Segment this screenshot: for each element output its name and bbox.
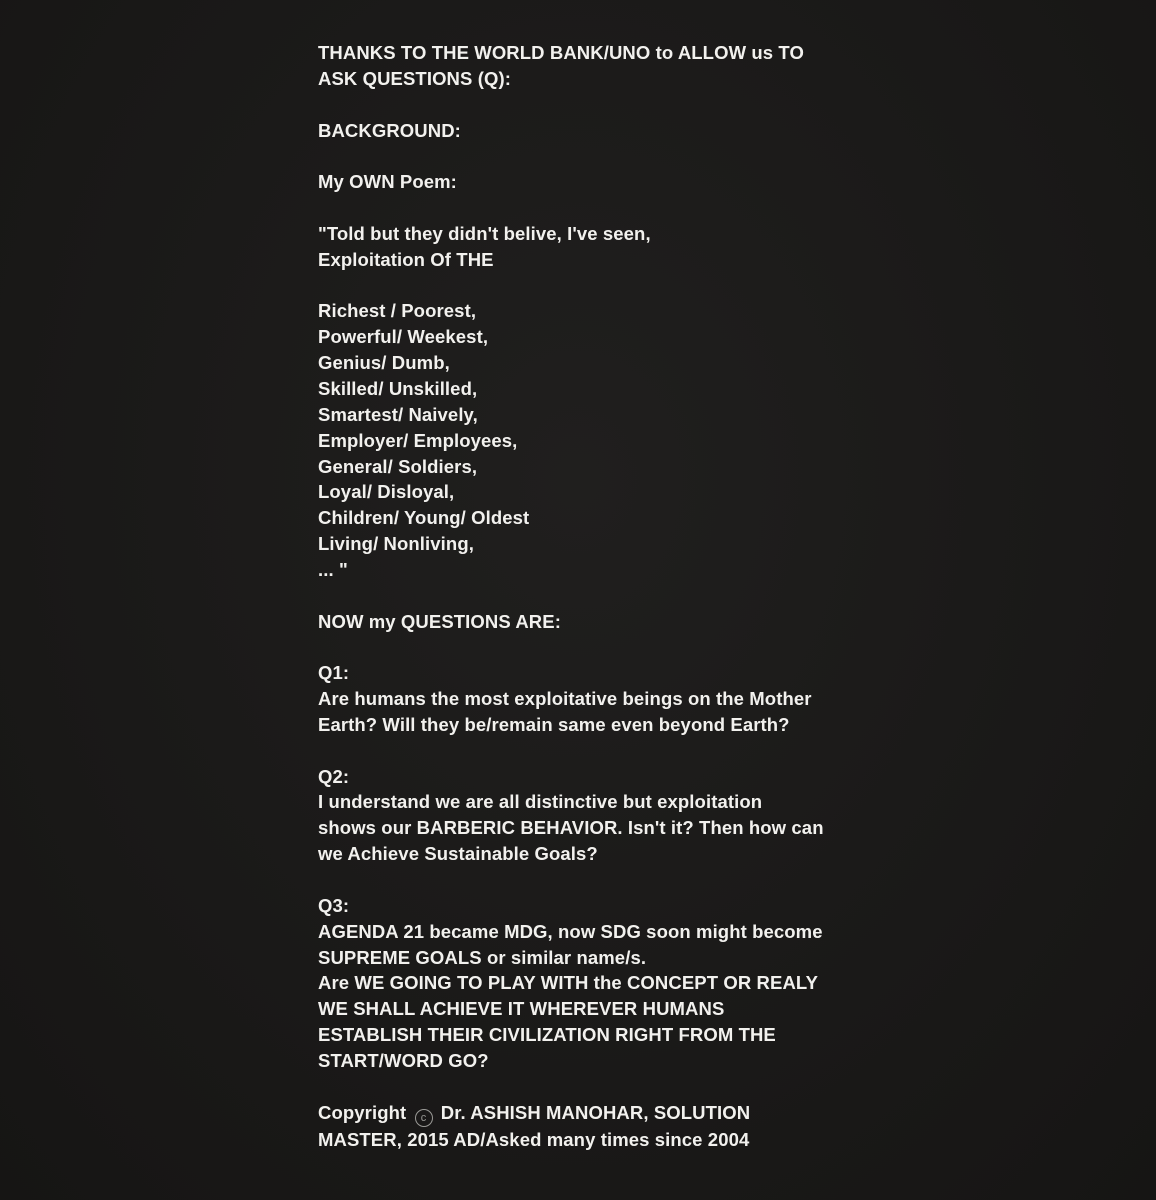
question-3-line: Are WE GOING TO PLAY WITH the CONCEPT OR REALY	[318, 972, 819, 994]
copyright-line-2: MASTER, 2015 AD/Asked many times since 2004	[318, 1128, 750, 1150]
poem-opening-line: "Told but they didn't belive, I've seen,	[318, 222, 651, 244]
questions-heading: NOW my QUESTIONS ARE:	[318, 610, 561, 632]
spacer	[318, 1074, 878, 1100]
poem-pair-line: Genius/ Dumb,	[318, 352, 450, 374]
copyright-line-1	[318, 1100, 878, 1127]
question-1-label: Q1:	[318, 662, 350, 684]
spacer	[318, 583, 878, 609]
question-2-line: shows our BARBERIC BEHAVIOR. Isn't it? Then how can	[318, 817, 824, 839]
question-1-line: Earth? Will they be/remain same even beyond Earth?	[318, 713, 790, 735]
question-3-line: START/WORD GO?	[318, 1049, 489, 1071]
question-3-line: AGENDA 21 became MDG, now SDG soon might become	[318, 920, 823, 942]
copyright-prefix: Copyright	[318, 1101, 407, 1123]
poem-pair-line: Loyal/ Disloyal,	[318, 481, 455, 503]
intro-line-2: ASK QUESTIONS (Q):	[318, 67, 511, 89]
poem-pair-line: General/ Soldiers,	[318, 455, 478, 477]
poem-opening-line: Exploitation Of THE	[318, 248, 494, 270]
question-2-line: we Achieve Sustainable Goals?	[318, 843, 598, 865]
poem-heading: My OWN Poem:	[318, 171, 457, 193]
background-heading: BACKGROUND:	[318, 119, 461, 141]
spacer	[318, 273, 878, 299]
spacer	[318, 195, 878, 221]
copyright-author: Dr. ASHISH MANOHAR, SOLUTION	[440, 1101, 751, 1123]
copyright-icon: c	[415, 1109, 433, 1127]
poem-pair-line: Skilled/ Unskilled,	[318, 377, 478, 399]
question-1-line: Are humans the most exploitative beings on the Mother	[318, 688, 812, 710]
poem-pair-line: Smartest/ Naively,	[318, 403, 478, 425]
poem-pair-line: Children/ Young/ Oldest	[318, 507, 530, 529]
poem-pair-line: Living/ Nonliving,	[318, 533, 474, 555]
spacer	[318, 634, 878, 660]
question-3-line: WE SHALL ACHIEVE IT WHEREVER HUMANS	[318, 998, 725, 1020]
spacer	[318, 738, 878, 764]
spacer	[318, 143, 878, 169]
document-body	[318, 40, 878, 1152]
question-3-line: SUPREME GOALS or similar name/s.	[318, 946, 647, 968]
poem-pair-line: Employer/ Employees,	[318, 429, 518, 451]
poem-pair-line: Powerful/ Weekest,	[318, 326, 489, 348]
spacer	[318, 867, 878, 893]
poem-pair-line: Richest / Poorest,	[318, 300, 477, 322]
question-3-label: Q3:	[318, 894, 350, 916]
poem-closing-line: ... "	[318, 558, 348, 580]
question-3-line: ESTABLISH THEIR CIVILIZATION RIGHT FROM THE	[318, 1024, 776, 1046]
intro-line-1: THANKS TO THE WORLD BANK/UNO to ALLOW us TO	[318, 42, 804, 63]
question-2-line: I understand we are all distinctive but exploitation	[318, 791, 763, 813]
spacer	[318, 92, 878, 118]
question-2-label: Q2:	[318, 765, 350, 787]
